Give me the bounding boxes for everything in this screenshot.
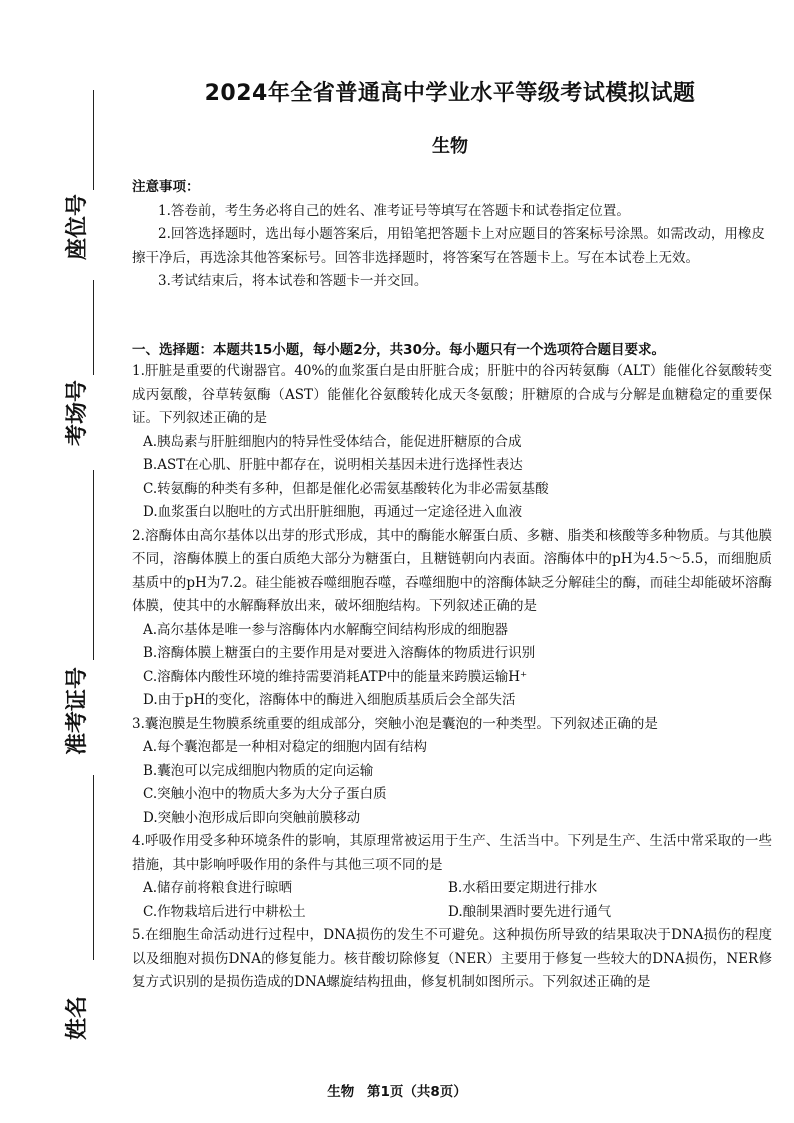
question-stem: 1.肝脏是重要的代谢器官。40%的血浆蛋白是由肝脏合成；肝脏中的谷丙转氨酶（ALT）能催化谷氨酸转变成丙氨酸，谷草转氨酶（AST）能催化谷氨酸转化成天冬氨酸；肝糖原的合成与分解是血糖稳定的重要保证。下列叙述正确的是 [132, 363, 772, 426]
ticket-number-label: 准考证号 [65, 666, 90, 755]
exam-room-label: 考场号 [65, 379, 90, 446]
notice-item: 2.回答选择题时，选出每小题答案后，用铅笔把答题卡上对应题目的答案标号涂黑。如需改动，用橡皮擦干净后，再选涂其他答案标号。回答非选择题时，将答案写在答题卡上。写在本试卷上无效。 [132, 226, 765, 266]
subject-heading: 生物 [432, 136, 468, 157]
notice-block [132, 176, 772, 294]
binding-margin [0, 0, 110, 1123]
question-stem: 2.溶酶体由高尔基体以出芽的形式形成，其中的酶能水解蛋白质、多糖、脂类和核酸等多种物质。与其他膜不同，溶酶体膜上的蛋白质绝大部分为糖蛋白，且糖链朝向内表面。溶酶体中的pH为4.5～5.5，而细胞质基质中的pH为7.2。硅尘能被吞噬细胞吞噬，吞噬细胞中的溶酶体缺乏分解硅尘的酶，而硅尘却能破坏溶酶体膜，使其中的水解酶释放出来，破坏细胞结构。下列叙述正确的是 [132, 527, 772, 614]
question-list [132, 360, 772, 995]
question-3 [132, 713, 772, 831]
footer-page-number: 第1页（共8页） [366, 1084, 467, 1100]
margin-line-name [93, 775, 94, 960]
option-row [132, 877, 772, 901]
option-d: D.由于pH的变化，溶酶体中的酶进入细胞质基质后会全部失活 [143, 692, 516, 708]
notice-item: 1.答卷前，考生务必将自己的姓名、准考证号等填写在答题卡和试卷指定位置。 [158, 202, 630, 219]
option-c: C.突触小泡中的物质大多为大分子蛋白质 [143, 786, 387, 802]
margin-line-seat [93, 90, 94, 190]
option-a: A.高尔基体是唯一参与溶酶体内水解酶空间结构形成的细胞器 [143, 621, 509, 638]
option-b: B.AST在心肌、肝脏中都存在，说明相关基因未进行选择性表达 [143, 457, 523, 473]
footer-subject: 生物 [327, 1084, 355, 1100]
section-heading: 一、选择题：本题共15小题，每小题2分，共30分。每小题只有一个选项符合题目要求。 [132, 342, 665, 358]
margin-line-room [93, 280, 94, 375]
option-a: A.储存前将粮食进行晾晒 [143, 880, 293, 896]
question-stem: 5.在细胞生命活动进行过程中，DNA损伤的发生不可避免。这种损伤所导致的结果取决于DNA损伤的程度以及细胞对损伤DNA的修复能力。核苷酸切除修复（NER）主要用于修复一些较大的DNA损伤，NER修复方式识别的是损伤造成的DNA螺旋结构扭曲，修复机制如图所示。下列叙述正确的是 [132, 927, 772, 990]
option-c: C.作物栽培后进行中耕松土 [143, 903, 306, 920]
margin-line-ticket [93, 470, 94, 660]
option-c: C.溶酶体内酸性环境的维持需要消耗ATP中的能量来跨膜运输H⁺ [143, 668, 528, 685]
question-1 [132, 360, 772, 525]
exam-title: 2024年全省普通高中学业水平等级考试模拟试题 [204, 81, 696, 106]
notice-item: 3.考试结束后，将本试卷和答题卡一并交回。 [158, 273, 428, 290]
question-stem: 3.囊泡膜是生物膜系统重要的组成部分，突触小泡是囊泡的一种类型。下列叙述正确的是 [132, 715, 658, 732]
option-row [132, 901, 772, 925]
name-label: 姓名 [65, 995, 90, 1040]
option-c: C.转氨酶的种类有多种，但都是催化必需氨基酸转化为非必需氨基酸 [143, 480, 549, 497]
option-a: A.每个囊泡都是一种相对稳定的细胞内固有结构 [143, 739, 428, 755]
option-b: B.水稻田要定期进行排水 [448, 880, 598, 896]
option-b: B.囊泡可以完成细胞内物质的定向运输 [143, 762, 374, 779]
option-b: B.溶酶体膜上糖蛋白的主要作用是对要进入溶酶体的物质进行识别 [143, 645, 536, 661]
question-stem: 4.呼吸作用受多种环境条件的影响，其原理常被运用于生产、生活当中。下列是生产、生活中常采取的一些措施，其中影响呼吸作用的条件与其他三项不同的是 [132, 833, 772, 873]
seat-number-label: 座位号 [65, 193, 90, 260]
notice-heading: 注意事项： [132, 179, 200, 195]
option-d: D.酿制果酒时要先进行通气 [448, 903, 612, 920]
page-footer [0, 1080, 794, 1100]
question-2 [132, 525, 772, 713]
option-d: D.血浆蛋白以胞吐的方式出肝脏细胞，再通过一定途径进入血液 [143, 504, 523, 520]
question-4 [132, 830, 772, 924]
option-a: A.胰岛素与肝脏细胞内的特异性受体结合，能促进肝糖原的合成 [143, 433, 522, 450]
question-5 [132, 924, 772, 995]
option-d: D.突触小泡形成后即向突触前膜移动 [143, 809, 361, 826]
